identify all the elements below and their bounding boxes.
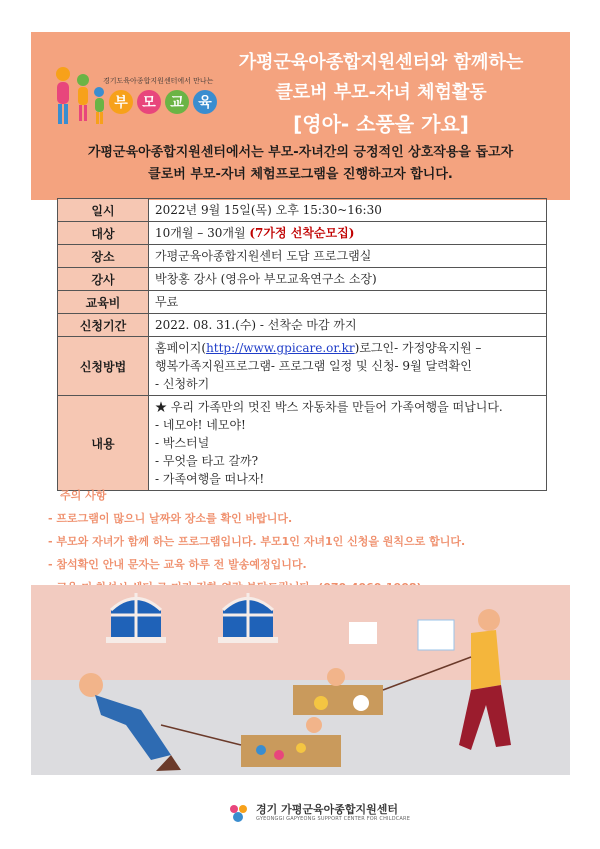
method-label: 신청방법 xyxy=(58,337,149,396)
fee-value: 무료 xyxy=(149,291,547,314)
fee-label: 교육비 xyxy=(58,291,149,314)
method-line-3: - 신청하기 xyxy=(155,377,210,391)
footer-text-block xyxy=(256,804,410,822)
method-suffix: )로그인- 가정양육지원 – xyxy=(354,341,482,355)
table-row xyxy=(58,396,547,491)
method-value xyxy=(149,337,547,396)
logo-subtitle: 경기도육아종합지원센터에서 만나는 xyxy=(103,77,214,85)
target-highlight: (7가정 선착순모집) xyxy=(249,226,355,240)
content-label: 내용 xyxy=(58,396,149,491)
target-age-range: 10개월 – 30개월 xyxy=(155,226,250,240)
logo-title xyxy=(109,90,217,114)
date-label: 일시 xyxy=(58,199,149,222)
center-english-name: GYEONGGI GAPYEONG SUPPORT CENTER FOR CHILDCARE xyxy=(256,816,411,822)
program-info-table xyxy=(57,198,547,491)
logo-char: 부 xyxy=(109,90,133,114)
wall-poster xyxy=(418,620,454,650)
place-label: 장소 xyxy=(58,245,149,268)
box-car-icon xyxy=(293,685,383,715)
date-value: 2022년 9월 15일(목) 오후 15:30~16:30 xyxy=(149,199,547,222)
note-item: - 프로그램이 많으니 날짜와 장소를 확인 바랍니다. xyxy=(48,512,293,525)
content-line: - 박스터널 xyxy=(155,436,210,450)
content-line: - 네모야! 네모야! xyxy=(155,418,246,432)
note-item: - 부모와 자녀가 함께 하는 프로그램입니다. 부모1인 자녀1인 신청을 원칙으로 합니다. xyxy=(48,535,466,548)
place-value: 가평군육아종합지원센터 도담 프로그램실 xyxy=(149,245,547,268)
table-row xyxy=(58,222,547,245)
period-label: 신청기간 xyxy=(58,314,149,337)
center-logo-icon xyxy=(228,802,250,824)
table-row xyxy=(58,291,547,314)
center-name: 경기 가평군육아종합지원센터 xyxy=(256,803,398,816)
table-row xyxy=(58,314,547,337)
family-kids-icon xyxy=(51,62,109,142)
table-row xyxy=(58,199,547,222)
child-figure xyxy=(327,668,345,686)
content-line: - 가족여행을 떠나자! xyxy=(155,472,265,486)
intro-text xyxy=(31,142,570,186)
teacher-label: 강사 xyxy=(58,268,149,291)
table-row xyxy=(58,268,547,291)
target-value xyxy=(149,222,547,245)
homepage-link[interactable]: http://www.gpicare.or.kr xyxy=(206,341,355,355)
table-row xyxy=(58,337,547,396)
logo-char: 육 xyxy=(193,90,217,114)
logo-char: 모 xyxy=(137,90,161,114)
child-figure xyxy=(306,717,322,733)
intro-line-1: 가평군육아종합지원센터에서는 부모-자녀간의 긍정적인 상호작용을 돕고자 xyxy=(87,145,514,160)
period-value: 2022. 08. 31.(수) - 선착순 마감 까지 xyxy=(149,314,547,337)
content-line: - 무엇을 타고 갈까? xyxy=(155,454,259,468)
content-line: ★ 우리 가족만의 멋진 박스 자동차를 만들어 가족여행을 떠납니다. xyxy=(155,400,503,414)
method-prefix: 홈페이지( xyxy=(155,341,207,355)
title-line-3: [영아- 소풍을 가요] xyxy=(293,112,469,136)
table-row xyxy=(58,245,547,268)
method-line-1 xyxy=(155,339,540,357)
family-box-car-illustration xyxy=(31,585,570,775)
teacher-value: 박창홍 강사 (영유아 부모교육연구소 소장) xyxy=(149,268,547,291)
title-line-1: 가평군육아종합지원센터와 함께하는 xyxy=(238,52,524,73)
wall-picture xyxy=(349,622,377,644)
logo-char: 교 xyxy=(165,90,189,114)
header-banner xyxy=(31,32,570,200)
footer xyxy=(228,800,410,826)
content-value xyxy=(149,396,547,491)
title-line-2: 클로버 부모-자녀 체험활동 xyxy=(275,82,487,103)
target-label: 대상 xyxy=(58,222,149,245)
program-logo xyxy=(51,62,214,154)
box-car-icon xyxy=(241,735,341,767)
notes-heading: 주의 사항 xyxy=(60,489,107,502)
notes-section xyxy=(48,484,568,599)
note-item: - 참석확인 안내 문자는 교육 하루 전 발송예정입니다. xyxy=(48,558,307,571)
method-line-2: 행복가족지원프로그램- 프로그램 일정 및 신청- 9월 달력확인 xyxy=(155,359,472,373)
intro-line-2: 클로버 부모-자녀 체험프로그램을 진행하고자 합니다. xyxy=(148,167,453,182)
